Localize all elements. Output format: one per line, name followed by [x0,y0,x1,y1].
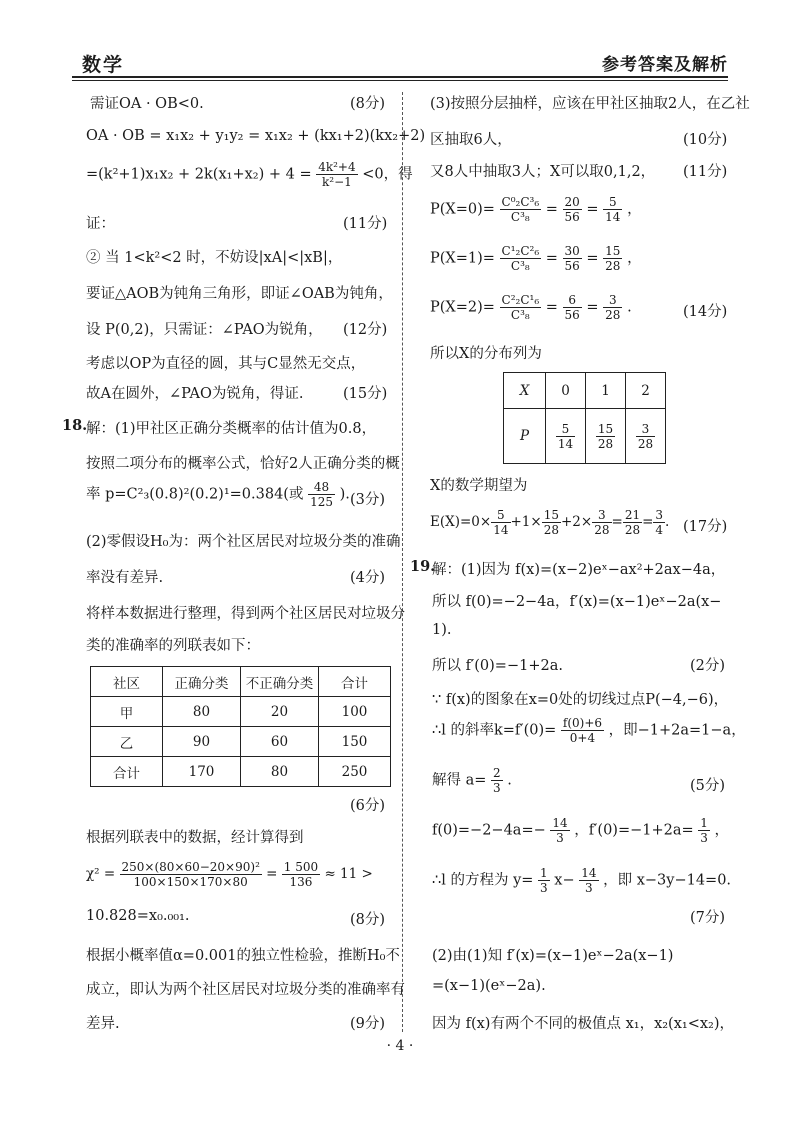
page-number: · 4 · [386,1038,414,1054]
header-rule [72,76,728,78]
score-11r: (11分) [683,164,728,180]
fraction: $\frac{\text{4k²+4}}{\text{k²−1}}$ [318,160,356,189]
left-line-06: 要证△AOB为钝角三角形，即证∠OAB为钝角， [86,286,393,302]
fraction: $\frac{\text{C⁰₂C³₆}}{\text{C³₈}}$ [501,195,540,224]
table-cell: 250 [319,757,391,787]
table-row [91,727,391,757]
left-line-15: 将样本数据进行整理，得到两个社区居民对垃圾分 [86,606,405,622]
right-line-05: P(X=1)= $\frac{\text{C¹₂C²₆}}{\text{C³₈}}$ = $\frac{30}{56}$ = $\frac{15}{28}$ ， [430,244,642,273]
fraction: $\frac{15}{28}$ [605,244,621,273]
fraction: $\frac{20}{56}$ [564,195,580,224]
table-cell: 80 [163,697,241,727]
right-line-15: ∴l 的斜率k=f′(0)= $\frac{f(0)+6}{0+4}$ ，即−1+2a=1−a， [432,716,746,745]
left-line-21: 根据小概率值α=0.001的独立性检验，推断H₀不 [86,948,400,964]
right-line-09: E(X)=0× $\frac{5}{14}$ +1× $\frac{15}{28}$ +2× $\frac{3}{28}$ = $\frac{21}{28}$ = $\frac{3}{4}$ . [430,508,670,537]
score-14: (14分) [683,304,728,320]
fraction: $\frac{30}{56}$ [564,244,580,273]
right-line-03: 又8人中抽取3人；X可以取0,1,2， [430,164,656,180]
fraction: $\frac{14}{3}$ [552,816,568,845]
fraction: $\frac{\text{250×(80×60−20×90)²}}{100\times 150\times 170\times 80}$ [121,860,260,889]
fraction: $\frac{f(0)+6}{0+4}$ [562,716,603,745]
score-6: (6分) [350,798,386,814]
score-8: (8分) [350,96,386,112]
header-rule-thin [72,80,728,81]
table-row [504,409,666,464]
right-line-08: X的数学期望为 [430,478,528,494]
table-header-row [504,373,666,409]
fraction: $\frac{5}{14}$ [605,195,621,224]
left-line-12: 率 p=C²₃(0.8)²(0.2)¹=0.384(或 $\frac{48}{125}$ ). [86,480,350,509]
table-row [91,757,391,787]
fraction: $\frac{3}{28}$ [594,508,610,537]
left-line-08: 考虑以OP为直径的圆，其与C显然无交点， [86,356,366,372]
fraction: $\frac{\text{C¹₂C²₆}}{\text{C³₈}}$ [501,244,540,273]
table-cell: 100 [319,697,391,727]
left-line-04: 证： [86,216,115,232]
left-line-01: 需证OA · OB<0. [90,96,204,112]
table-header-cell: 正确分类 [163,667,241,697]
right-line-14: ∵ f(x)的图象在x=0处的切线过点P(−4,−6)， [432,692,729,708]
score-2: (2分) [690,658,726,674]
contingency-table [90,666,391,787]
left-line-11: 按照二项分布的概率公式，恰好2人正确分类的概 [86,456,400,472]
table-cell: 60 [241,727,319,757]
table-header-cell: 社区 [91,667,163,697]
left-line-14: 率没有差异. [86,570,164,586]
right-line-01: (3)按照分层抽样，应该在甲社区抽取2人，在乙社 [430,96,750,112]
left-line-22: 成立，即认为两个社区居民对垃圾分类的准确率有 [86,982,405,998]
right-line-11: 所以 f(0)=−2−4a，f′(x)=(x−1)eˣ−2a(x− [432,594,722,610]
fraction: $\frac{48}{125}$ [310,480,333,509]
distribution-table [503,372,666,464]
fraction: $\frac{2}{3}$ [493,766,501,795]
right-line-20: (2)由(1)知 f′(x)=(x−1)eˣ−2a(x−1) [432,948,674,964]
left-line-13: (2)零假设H₀为：两个社区居民对垃圾分类的准确 [86,534,401,550]
table-header-cell: 不正确分类 [241,667,319,697]
fraction: $\frac{1 500}{136}$ [283,860,319,889]
table-cell: $\frac{5}{14}$ [546,409,586,464]
score-3: (3分) [350,492,386,508]
score-11: (11分) [343,216,388,232]
score-8b: (8分) [350,912,386,928]
table-cell: 甲 [91,697,163,727]
table-cell: 合计 [91,757,163,787]
right-line-18: ∴l 的方程为 y= $\frac{1}{3}$ x− $\frac{14}{3}$ ，即 x−3y−14=0. [432,866,732,895]
left-line-18: 根据列联表中的数据，经计算得到 [86,830,304,846]
question-19-number: 19. [410,558,436,575]
left-line-10: 解：(1)甲社区正确分类概率的估计值为0.8， [86,421,377,437]
table-header-cell: 2 [626,373,666,409]
table-row [91,697,391,727]
table-header-cell: 1 [586,373,626,409]
fraction: $\frac{5}{14}$ [493,508,509,537]
right-line-12: 1). [432,622,452,638]
table-cell: 90 [163,727,241,757]
fraction: $\frac{15}{28}$ [543,508,559,537]
right-line-22: 因为 f(x)有两个不同的极值点 x₁，x₂(x₁<x₂)， [432,1016,734,1032]
right-line-10: 解：(1)因为 f(x)=(x−2)eˣ−ax²+2ax−4a， [432,562,726,578]
table-header-cell: 合计 [319,667,391,697]
question-18-number: 18. [62,417,88,434]
table-header-cell: 0 [546,373,586,409]
fraction: $\frac{6}{56}$ [564,293,580,322]
table-cell: P [504,409,546,464]
right-line-02: 区抽取6人， [430,132,512,148]
left-line-05: ② 当 1<k²<2 时，不妨设|xA|<|xB|， [86,250,343,266]
score-17: (17分) [683,519,728,535]
score-15: (15分) [343,386,388,402]
table-cell: 170 [163,757,241,787]
fraction: $\frac{3}{4}$ [655,508,664,537]
fraction: $\frac{14}{3}$ [581,866,597,895]
left-line-23: 差异. [86,1016,120,1032]
left-line-07: 设 P(0,2)，只需证：∠PAO为锐角， [86,322,323,338]
left-line-16: 类的准确率的列联表如下： [86,638,260,654]
left-line-03: =(k²+1)x₁x₂ + 2k(x₁+x₂) + 4 = $\frac{\text{4k²+4}}{\text{k²−1}}$ <0，得 [86,160,413,189]
table-cell: $\frac{15}{28}$ [586,409,626,464]
right-line-04: P(X=0)= $\frac{\text{C⁰₂C³₆}}{\text{C³₈}}$ = $\frac{20}{56}$ = $\frac{5}{14}$ ， [430,195,642,224]
table-cell: 乙 [91,727,163,757]
score-9: (9分) [350,1016,386,1032]
fraction: $\frac{1}{3}$ [700,816,708,845]
table-cell: 20 [241,697,319,727]
score-4: (4分) [350,570,386,586]
header-title: 参考答案及解析 [602,55,728,75]
fraction: $\frac{3}{28}$ [605,293,621,322]
right-line-17: f(0)=−2−4a=− $\frac{14}{3}$ ，f′(0)=−1+2a= $\frac{1}{3}$ ， [432,816,730,845]
score-5: (5分) [690,778,726,794]
table-header-cell: X [504,373,546,409]
table-cell: 80 [241,757,319,787]
left-line-20: 10.828=x₀.₀₀₁. [86,908,190,924]
score-7: (7分) [690,910,726,926]
fraction: $\frac{21}{28}$ [624,508,641,537]
right-line-07: 所以X的分布列为 [430,346,542,362]
table-cell: $\frac{3}{28}$ [626,409,666,464]
right-line-13: 所以 f′(0)=−1+2a. [432,658,563,674]
right-line-21: =(x−1)(eˣ−2a). [432,978,546,994]
score-12: (12分) [343,322,388,338]
right-line-06: P(X=2)= $\frac{\text{C²₂C¹₆}}{\text{C³₈}}$ = $\frac{6}{56}$ = $\frac{3}{28}$ . [430,293,632,322]
table-header-row [91,667,391,697]
fraction: $\frac{\text{C²₂C¹₆}}{\text{C³₈}}$ [501,293,540,322]
left-line-09: 故A在圆外，∠PAO为锐角，得证. [86,386,304,402]
right-line-16: 解得 a= $\frac{2}{3}$ . [432,766,512,795]
score-10: (10分) [683,132,728,148]
table-cell: 150 [319,727,391,757]
left-line-02: OA · OB = x₁x₂ + y₁y₂ = x₁x₂ + (kx₁+2)(kx₂+2) [86,128,426,144]
left-line-19: χ² = $\frac{\text{250×(80×60−20×90)²}}{100\times 150\times 170\times 80}$ = $\frac{1 500}{136}$ ≈ 11 > [86,860,373,889]
header-subject: 数学 [82,54,125,76]
fraction: $\frac{1}{3}$ [540,866,548,895]
column-divider [402,92,403,1032]
